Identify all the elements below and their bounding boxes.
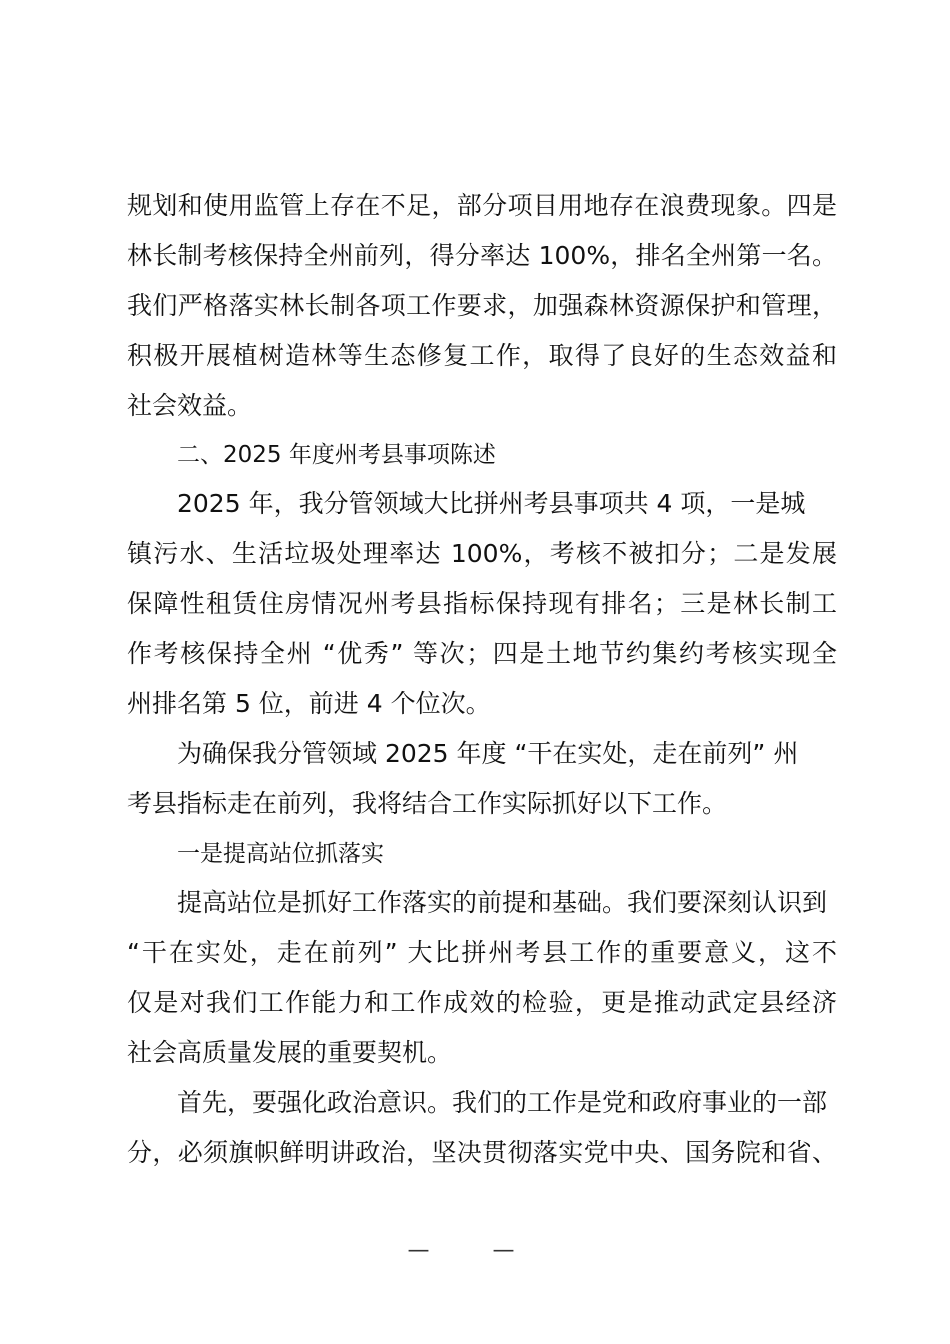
body-line-8: 镇污水、生活垃圾处理率达 100%，考核不被扣分；二是发展 — [127, 539, 837, 568]
subheading-1: 一是提高站位抓落实 — [177, 841, 384, 867]
body-line-19: 首先，要强化政治意识。我们的工作是党和政府事业的一部 — [177, 1088, 828, 1117]
body-line-9: 保障性租赁住房情况州考县指标保持现有排名；三是林长制工 — [127, 589, 837, 618]
body-line-4: 积极开展植树造林等生态修复工作，取得了良好的生态效益和 — [127, 341, 837, 370]
body-line-2: 林长制考核保持全州前列，得分率达 100%，排名全州第一名。 — [127, 241, 837, 270]
body-line-1: 规划和使用监管上存在不足，部分项目用地存在浪费现象。四是 — [127, 191, 837, 220]
body-line-5: 社会效益。 — [127, 391, 253, 420]
body-line-10: 作考核保持全州 “优秀” 等次；四是土地节约集约考核实现全 — [127, 639, 837, 668]
body-line-7: 2025 年，我分管领域大比拼州考县事项共 4 项，一是城 — [177, 489, 806, 518]
body-line-16: “干在实处，走在前列” 大比拼州考县工作的重要意义，这不 — [127, 938, 837, 967]
body-line-3: 我们严格落实林长制各项工作要求，加强森林资源保护和管理， — [127, 291, 837, 320]
body-line-20: 分，必须旗帜鲜明讲政治，坚决贯彻落实党中央、国务院和省、 — [127, 1138, 837, 1167]
body-line-18: 社会高质量发展的重要契机。 — [127, 1038, 453, 1067]
page-footer-dashes: — — — [407, 1238, 543, 1263]
body-line-13: 考县指标走在前列，我将结合工作实际抓好以下工作。 — [127, 789, 728, 818]
body-line-15: 提高站位是抓好工作落实的前提和基础。我们要深刻认识到 — [177, 888, 828, 917]
body-line-11: 州排名第 5 位，前进 4 个位次。 — [127, 689, 491, 718]
body-line-17: 仅是对我们工作能力和工作成效的检验，更是推动武定县经济 — [127, 988, 837, 1017]
section-heading: 二、2025 年度州考县事项陈述 — [177, 442, 496, 468]
body-line-12: 为确保我分管领域 2025 年度 “干在实处，走在前列” 州 — [177, 739, 799, 768]
